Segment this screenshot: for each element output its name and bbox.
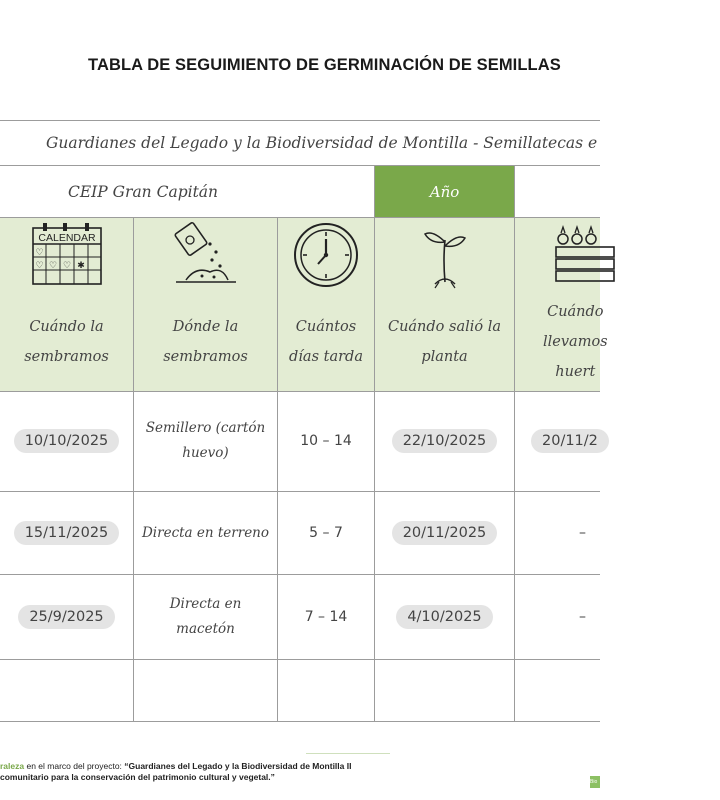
table-row-empty — [0, 660, 600, 722]
sprout-icon — [375, 217, 514, 293]
grid-line — [0, 491, 600, 492]
grid-line — [0, 165, 600, 166]
clock-icon — [278, 217, 374, 293]
project-banner: Guardianes del Legado y la Biodiversidad de Montilla - Semillatecas e — [46, 133, 598, 152]
footer-brand: raleza — [0, 761, 25, 771]
footer-line2: comunitario para la conservación del patrimonio cultural y vegetal.” — [0, 772, 275, 782]
table-row-3-sown: 25/9/2025 — [0, 575, 133, 659]
grid-line — [374, 165, 375, 217]
sponsor-logo: Bio — [590, 776, 600, 788]
germination-table — [0, 120, 608, 722]
footer-text: en el marco del proyecto: — [24, 761, 125, 771]
table-row-2-days: 5 – 7 — [309, 525, 343, 541]
grid-line — [514, 217, 515, 722]
table-row-3-sprouted: 4/10/2025 — [375, 575, 514, 659]
column-header-sown-place: Dónde la sembramos — [163, 319, 248, 365]
table-row-3-garden: – — [579, 609, 586, 625]
svg-text:♡: ♡ — [34, 261, 44, 271]
table-row-2-garden: – — [579, 525, 586, 541]
year-label: Año — [429, 182, 460, 201]
footer-divider — [306, 753, 390, 754]
grid-line — [277, 217, 278, 722]
svg-text:♡: ♡ — [48, 261, 57, 271]
column-header-sown-date: Cuándo la sembramos — [24, 319, 109, 365]
grid-line — [0, 574, 600, 575]
footer-credits — [0, 761, 420, 783]
table-row-3-place: Directa en macetón — [169, 596, 242, 637]
grid-line — [0, 391, 600, 392]
column-header-days: Cuántos días tarda — [289, 319, 363, 365]
grid-line — [0, 217, 600, 218]
table-row-2-sown: 15/11/2025 — [0, 492, 133, 574]
calendar-icon — [0, 217, 133, 293]
column-header-garden-date: Cuándo llevamos huert — [543, 304, 608, 380]
garden-bed-icon — [515, 217, 600, 293]
school-name: CEIP Gran Capitán — [68, 182, 219, 201]
seed-packet-icon — [134, 217, 277, 293]
grid-line — [0, 120, 600, 121]
table-row-1-sprouted: 22/10/2025 — [375, 391, 514, 491]
table-row-1-garden: 20/11/2 — [515, 391, 600, 491]
column-header-sprouted-date: Cuándo salió la planta — [387, 319, 502, 365]
table-row-2-sprouted: 20/11/2025 — [375, 492, 514, 574]
svg-text:♡: ♡ — [62, 261, 71, 271]
grid-line — [0, 659, 600, 660]
grid-line — [0, 721, 600, 722]
table-row-1-place: Semillero (cartón huevo) — [145, 420, 266, 461]
year-cell — [375, 166, 514, 217]
calendar-icon-text: CALENDAR — [37, 232, 96, 244]
grid-line — [514, 165, 515, 217]
footer-project: “Guardianes del Legado y la Biodiversidad de Montilla II — [124, 761, 352, 771]
svg-text:♡: ♡ — [34, 248, 44, 258]
table-row-3-days: 7 – 14 — [304, 609, 348, 625]
table-row-1-sown: 10/10/2025 — [0, 391, 133, 491]
page-title: TABLA DE SEGUIMIENTO DE GERMINACIÓN DE SEMILLAS — [88, 56, 561, 74]
grid-line — [374, 217, 375, 722]
grid-line — [133, 217, 134, 722]
table-row-1-days: 10 – 14 — [300, 433, 352, 449]
svg-text:✱: ✱ — [76, 261, 85, 271]
table-row-2-place: Directa en terreno — [141, 524, 270, 541]
